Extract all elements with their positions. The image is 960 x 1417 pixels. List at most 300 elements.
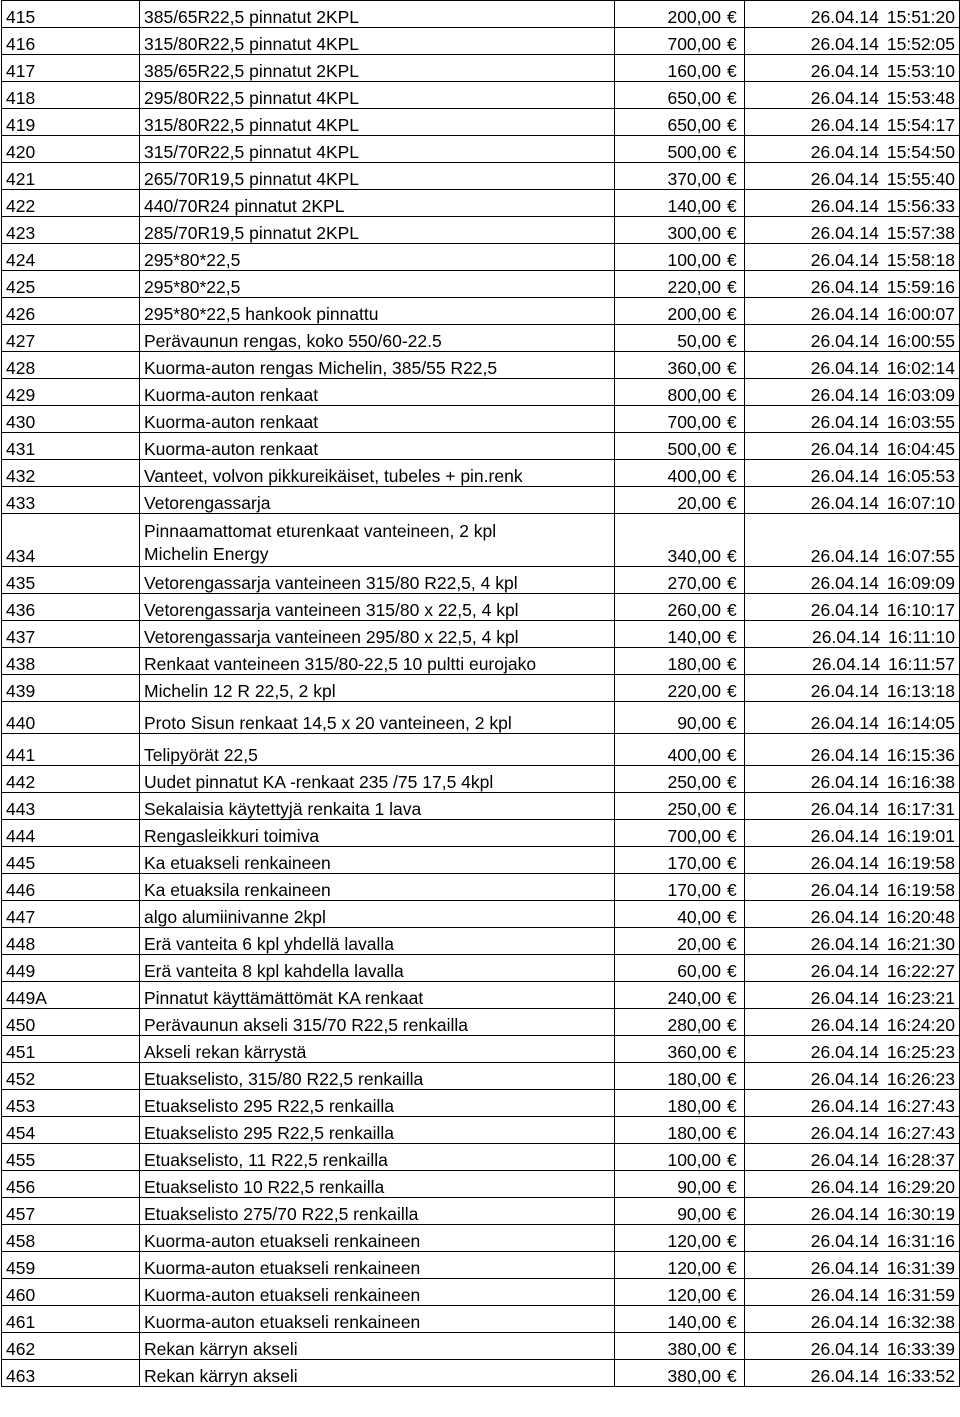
item-number: 415: [2, 1, 140, 28]
euro-icon: €: [727, 1069, 737, 1089]
date-value: 26.04.14: [812, 654, 881, 674]
table-row: [2, 734, 960, 766]
item-price: [615, 1306, 745, 1333]
price-value: 380,00: [667, 1339, 721, 1359]
price-value: 500,00: [667, 142, 721, 162]
price-value: 140,00: [667, 1312, 721, 1332]
item-number: 457: [2, 1198, 140, 1225]
price-value: 50,00: [677, 331, 721, 351]
item-description: Etuakselisto 10 R22,5 renkailla: [140, 1171, 615, 1198]
euro-icon: €: [727, 142, 737, 162]
table-row: [2, 109, 960, 136]
item-description: Perävaunun rengas, koko 550/60-22.5: [140, 325, 615, 352]
date-value: 26.04.14: [810, 1231, 879, 1251]
table-row: [2, 1117, 960, 1144]
price-value: 700,00: [667, 826, 721, 846]
table-row: [2, 1360, 960, 1387]
item-timestamp: [745, 621, 960, 648]
euro-icon: €: [727, 654, 737, 674]
date-value: 26.04.14: [810, 358, 879, 378]
table-row: [2, 379, 960, 406]
item-price: [615, 702, 745, 734]
date-value: 26.04.14: [810, 196, 879, 216]
table-row: [2, 1333, 960, 1360]
item-number: 424: [2, 244, 140, 271]
time-value: 15:52:05: [886, 34, 955, 54]
table-row: [2, 955, 960, 982]
date-value: 26.04.14: [810, 1177, 879, 1197]
item-description: Vetorengassarja vanteineen 315/80 x 22,5, 4 kpl: [140, 594, 615, 621]
euro-icon: €: [727, 1096, 737, 1116]
price-value: 700,00: [667, 34, 721, 54]
item-description: 295*80*22,5: [140, 244, 615, 271]
euro-icon: €: [727, 880, 737, 900]
item-description: Kuorma-auton etuakseli renkaineen: [140, 1306, 615, 1333]
time-value: 15:59:16: [886, 277, 955, 297]
item-timestamp: [745, 955, 960, 982]
price-value: 60,00: [677, 961, 721, 981]
item-timestamp: [745, 1, 960, 28]
price-value: 220,00: [667, 277, 721, 297]
item-description: 295*80*22,5: [140, 271, 615, 298]
time-value: 16:31:16: [886, 1231, 955, 1251]
item-price: [615, 766, 745, 793]
euro-icon: €: [727, 799, 737, 819]
item-number: 454: [2, 1117, 140, 1144]
table-row: [2, 487, 960, 514]
item-timestamp: [745, 82, 960, 109]
date-value: 26.04.14: [810, 745, 879, 765]
time-value: 16:00:07: [886, 304, 955, 324]
table-row: [2, 352, 960, 379]
item-description: Erä vanteita 8 kpl kahdella lavalla: [140, 955, 615, 982]
item-price: [615, 136, 745, 163]
item-number: 435: [2, 567, 140, 594]
time-value: 16:24:20: [886, 1015, 955, 1035]
price-value: 40,00: [677, 907, 721, 927]
price-value: 370,00: [667, 169, 721, 189]
item-number: 425: [2, 271, 140, 298]
euro-icon: €: [727, 853, 737, 873]
item-description-line: Michelin Energy: [144, 544, 269, 564]
time-value: 15:53:10: [886, 61, 955, 81]
euro-icon: €: [727, 745, 737, 765]
item-price: [615, 1117, 745, 1144]
item-price: [615, 675, 745, 702]
item-description: Proto Sisun renkaat 14,5 x 20 vanteineen, 2 kpl: [140, 702, 615, 734]
euro-icon: €: [727, 304, 737, 324]
price-value: 90,00: [677, 713, 721, 733]
item-timestamp: [745, 460, 960, 487]
price-value: 120,00: [667, 1231, 721, 1251]
date-value: 26.04.14: [810, 61, 879, 81]
item-timestamp: [745, 406, 960, 433]
item-price: [615, 406, 745, 433]
item-number: 440: [2, 702, 140, 734]
table-row: [2, 766, 960, 793]
item-description: Kuorma-auton etuakseli renkaineen: [140, 1252, 615, 1279]
euro-icon: €: [727, 1177, 737, 1197]
date-value: 26.04.14: [810, 223, 879, 243]
table-row: [2, 648, 960, 675]
price-value: 180,00: [667, 1123, 721, 1143]
item-description: Rekan kärryn akseli: [140, 1360, 615, 1387]
item-description: Vetorengassarja vanteineen 315/80 R22,5, 4 kpl: [140, 567, 615, 594]
item-description: Sekalaisia käytettyjä renkaita 1 lava: [140, 793, 615, 820]
date-value: 26.04.14: [810, 934, 879, 954]
euro-icon: €: [727, 385, 737, 405]
item-price: [615, 847, 745, 874]
item-timestamp: [745, 163, 960, 190]
item-timestamp: [745, 1306, 960, 1333]
time-value: 16:14:05: [886, 713, 955, 733]
item-description: 295*80*22,5 hankook pinnattu: [140, 298, 615, 325]
item-number: 420: [2, 136, 140, 163]
table-row: [2, 820, 960, 847]
item-description: Rengasleikkuri toimiva: [140, 820, 615, 847]
item-timestamp: [745, 190, 960, 217]
item-number: 451: [2, 1036, 140, 1063]
price-value: 220,00: [667, 681, 721, 701]
price-value: 180,00: [667, 1069, 721, 1089]
item-description: Etuakselisto, 11 R22,5 renkailla: [140, 1144, 615, 1171]
item-number: 456: [2, 1171, 140, 1198]
item-description: Pinnatut käyttämättömät KA renkaat: [140, 982, 615, 1009]
item-price: [615, 244, 745, 271]
item-timestamp: [745, 793, 960, 820]
price-value: 140,00: [667, 627, 721, 647]
item-number: 461: [2, 1306, 140, 1333]
euro-icon: €: [727, 1339, 737, 1359]
price-value: 20,00: [677, 934, 721, 954]
item-price: [615, 1171, 745, 1198]
date-value: 26.04.14: [810, 466, 879, 486]
price-value: 180,00: [667, 1096, 721, 1116]
item-description: Akseli rekan kärrystä: [140, 1036, 615, 1063]
item-price: [615, 109, 745, 136]
date-value: 26.04.14: [810, 1069, 879, 1089]
time-value: 16:13:18: [886, 681, 955, 701]
table-row: [2, 1036, 960, 1063]
item-description: 315/80R22,5 pinnatut 4KPL: [140, 109, 615, 136]
item-timestamp: [745, 1144, 960, 1171]
table-row: [2, 190, 960, 217]
price-value: 240,00: [667, 988, 721, 1008]
date-value: 26.04.14: [810, 1123, 879, 1143]
item-price: [615, 1198, 745, 1225]
item-number: 453: [2, 1090, 140, 1117]
item-price: [615, 734, 745, 766]
price-value: 650,00: [667, 115, 721, 135]
item-price: [615, 1036, 745, 1063]
date-value: 26.04.14: [810, 1366, 879, 1386]
time-value: 15:54:50: [886, 142, 955, 162]
item-timestamp: [745, 487, 960, 514]
item-timestamp: [745, 1333, 960, 1360]
item-timestamp: [745, 55, 960, 82]
item-number: 429: [2, 379, 140, 406]
price-value: 160,00: [667, 61, 721, 81]
item-timestamp: [745, 271, 960, 298]
item-number: 449: [2, 955, 140, 982]
item-price: [615, 163, 745, 190]
table-row: [2, 1171, 960, 1198]
date-value: 26.04.14: [810, 907, 879, 927]
euro-icon: €: [727, 88, 737, 108]
price-value: 800,00: [667, 385, 721, 405]
item-timestamp: [745, 1036, 960, 1063]
time-value: 15:58:18: [886, 250, 955, 270]
item-number: 458: [2, 1225, 140, 1252]
price-value: 100,00: [667, 1150, 721, 1170]
item-timestamp: [745, 594, 960, 621]
item-timestamp: [745, 433, 960, 460]
date-value: 26.04.14: [810, 1204, 879, 1224]
item-price: [615, 82, 745, 109]
date-value: 26.04.14: [810, 7, 879, 27]
item-timestamp: [745, 1009, 960, 1036]
table-row: [2, 244, 960, 271]
euro-icon: €: [727, 493, 737, 513]
date-value: 26.04.14: [810, 1339, 879, 1359]
item-description: 295/80R22,5 pinnatut 4KPL: [140, 82, 615, 109]
price-value: 120,00: [667, 1258, 721, 1278]
item-timestamp: [745, 1225, 960, 1252]
date-value: 26.04.14: [810, 331, 879, 351]
item-number: 447: [2, 901, 140, 928]
item-number: 427: [2, 325, 140, 352]
table-row: [2, 271, 960, 298]
item-timestamp: [745, 352, 960, 379]
euro-icon: €: [727, 546, 737, 566]
euro-icon: €: [727, 573, 737, 593]
euro-icon: €: [727, 1042, 737, 1062]
time-value: 16:11:57: [888, 654, 955, 674]
euro-icon: €: [727, 1123, 737, 1143]
item-timestamp: [745, 648, 960, 675]
date-value: 26.04.14: [810, 115, 879, 135]
euro-icon: €: [727, 7, 737, 27]
euro-icon: €: [727, 331, 737, 351]
item-timestamp: [745, 1171, 960, 1198]
price-value: 250,00: [667, 772, 721, 792]
item-timestamp: [745, 901, 960, 928]
item-number: 444: [2, 820, 140, 847]
table-row: [2, 847, 960, 874]
item-description: Etuakselisto, 315/80 R22,5 renkailla: [140, 1063, 615, 1090]
time-value: 16:07:55: [886, 546, 955, 566]
item-price: [615, 379, 745, 406]
auction-results-table: [1, 0, 960, 1387]
time-value: 15:57:38: [886, 223, 955, 243]
time-value: 16:21:30: [886, 934, 955, 954]
euro-icon: €: [727, 61, 737, 81]
item-number: 443: [2, 793, 140, 820]
item-description: Erä vanteita 6 kpl yhdellä lavalla: [140, 928, 615, 955]
item-price: [615, 1333, 745, 1360]
table-row: [2, 298, 960, 325]
item-number: 422: [2, 190, 140, 217]
time-value: 16:17:31: [886, 799, 955, 819]
item-timestamp: [745, 298, 960, 325]
euro-icon: €: [727, 988, 737, 1008]
item-description: algo alumiinivanne 2kpl: [140, 901, 615, 928]
item-number: 433: [2, 487, 140, 514]
euro-icon: €: [727, 1366, 737, 1386]
item-price: [615, 1063, 745, 1090]
item-description: Kuorma-auton renkaat: [140, 406, 615, 433]
table-row: [2, 567, 960, 594]
date-value: 26.04.14: [810, 304, 879, 324]
euro-icon: €: [727, 681, 737, 701]
euro-icon: €: [727, 196, 737, 216]
table-row: [2, 325, 960, 352]
price-value: 140,00: [667, 196, 721, 216]
price-value: 340,00: [667, 546, 721, 566]
price-value: 170,00: [667, 853, 721, 873]
time-value: 16:23:21: [886, 988, 955, 1008]
euro-icon: €: [727, 358, 737, 378]
price-value: 100,00: [667, 250, 721, 270]
table-row: [2, 621, 960, 648]
date-value: 26.04.14: [810, 799, 879, 819]
date-value: 26.04.14: [810, 880, 879, 900]
item-description: Renkaat vanteineen 315/80-22,5 10 pultti eurojako: [140, 648, 615, 675]
table-row: [2, 460, 960, 487]
date-value: 26.04.14: [810, 546, 879, 566]
table-row: [2, 1009, 960, 1036]
item-timestamp: [745, 1117, 960, 1144]
euro-icon: €: [727, 34, 737, 54]
time-value: 16:30:19: [886, 1204, 955, 1224]
price-value: 200,00: [667, 304, 721, 324]
item-description: Etuakselisto 295 R22,5 renkailla: [140, 1117, 615, 1144]
item-price: [615, 874, 745, 901]
item-description: Etuakselisto 295 R22,5 renkailla: [140, 1090, 615, 1117]
date-value: 26.04.14: [810, 772, 879, 792]
time-value: 16:16:38: [886, 772, 955, 792]
date-value: 26.04.14: [810, 277, 879, 297]
item-description: Vetorengassarja vanteineen 295/80 x 22,5, 4 kpl: [140, 621, 615, 648]
time-value: 16:25:23: [886, 1042, 955, 1062]
time-value: 16:02:14: [886, 358, 955, 378]
date-value: 26.04.14: [810, 853, 879, 873]
item-number: 428: [2, 352, 140, 379]
item-number: 452: [2, 1063, 140, 1090]
date-value: 26.04.14: [812, 627, 881, 647]
item-number: 434: [2, 514, 140, 567]
table-row: [2, 1252, 960, 1279]
item-description: Uudet pinnatut KA -renkaat 235 /75 17,5 4kpl: [140, 766, 615, 793]
item-number: 455: [2, 1144, 140, 1171]
item-price: [615, 55, 745, 82]
time-value: 16:26:23: [886, 1069, 955, 1089]
date-value: 26.04.14: [810, 1312, 879, 1332]
item-timestamp: [745, 702, 960, 734]
time-value: 16:29:20: [886, 1177, 955, 1197]
price-value: 360,00: [667, 1042, 721, 1062]
item-timestamp: [745, 928, 960, 955]
price-value: 120,00: [667, 1285, 721, 1305]
item-number: 441: [2, 734, 140, 766]
item-description: 440/70R24 pinnatut 2KPL: [140, 190, 615, 217]
time-value: 16:03:09: [886, 385, 955, 405]
item-number: 436: [2, 594, 140, 621]
date-value: 26.04.14: [810, 681, 879, 701]
item-number: 418: [2, 82, 140, 109]
date-value: 26.04.14: [810, 600, 879, 620]
item-price: [615, 1360, 745, 1387]
table-row: [2, 675, 960, 702]
item-price: [615, 1252, 745, 1279]
item-timestamp: [745, 734, 960, 766]
item-number: 417: [2, 55, 140, 82]
date-value: 26.04.14: [810, 34, 879, 54]
date-value: 26.04.14: [810, 1285, 879, 1305]
table-row: [2, 1090, 960, 1117]
item-price: [615, 514, 745, 567]
time-value: 15:51:20: [886, 7, 955, 27]
item-timestamp: [745, 514, 960, 567]
euro-icon: €: [727, 1150, 737, 1170]
item-price: [615, 648, 745, 675]
time-value: 16:15:36: [886, 745, 955, 765]
item-timestamp: [745, 874, 960, 901]
item-price: [615, 594, 745, 621]
item-description: Kuorma-auton etuakseli renkaineen: [140, 1225, 615, 1252]
item-number: 462: [2, 1333, 140, 1360]
item-description: 385/65R22,5 pinnatut 2KPL: [140, 55, 615, 82]
item-description: 385/65R22,5 pinnatut 2KPL: [140, 1, 615, 28]
euro-icon: €: [727, 826, 737, 846]
price-value: 300,00: [667, 223, 721, 243]
item-number: 445: [2, 847, 140, 874]
time-value: 16:19:58: [886, 880, 955, 900]
item-number: 437: [2, 621, 140, 648]
time-value: 16:05:53: [886, 466, 955, 486]
price-value: 380,00: [667, 1366, 721, 1386]
item-timestamp: [745, 982, 960, 1009]
time-value: 15:53:48: [886, 88, 955, 108]
euro-icon: €: [727, 223, 737, 243]
euro-icon: €: [727, 1258, 737, 1278]
time-value: 16:33:39: [886, 1339, 955, 1359]
price-value: 260,00: [667, 600, 721, 620]
item-number: 426: [2, 298, 140, 325]
time-value: 16:19:01: [886, 826, 955, 846]
item-price: [615, 190, 745, 217]
item-description-line: Pinnaamattomat eturenkaat vanteineen, 2 kpl: [144, 521, 497, 541]
euro-icon: €: [727, 772, 737, 792]
item-timestamp: [745, 1090, 960, 1117]
item-number: 459: [2, 1252, 140, 1279]
item-number: 419: [2, 109, 140, 136]
item-price: [615, 1, 745, 28]
item-description: 315/70R22,5 pinnatut 4KPL: [140, 136, 615, 163]
item-timestamp: [745, 379, 960, 406]
item-description: Michelin 12 R 22,5, 2 kpl: [140, 675, 615, 702]
table-row: [2, 874, 960, 901]
item-price: [615, 217, 745, 244]
item-description: Kuorma-auton renkaat: [140, 379, 615, 406]
item-number: 448: [2, 928, 140, 955]
item-description: 265/70R19,5 pinnatut 4KPL: [140, 163, 615, 190]
price-value: 180,00: [667, 654, 721, 674]
euro-icon: €: [727, 934, 737, 954]
item-price: [615, 567, 745, 594]
date-value: 26.04.14: [810, 713, 879, 733]
item-timestamp: [745, 1063, 960, 1090]
